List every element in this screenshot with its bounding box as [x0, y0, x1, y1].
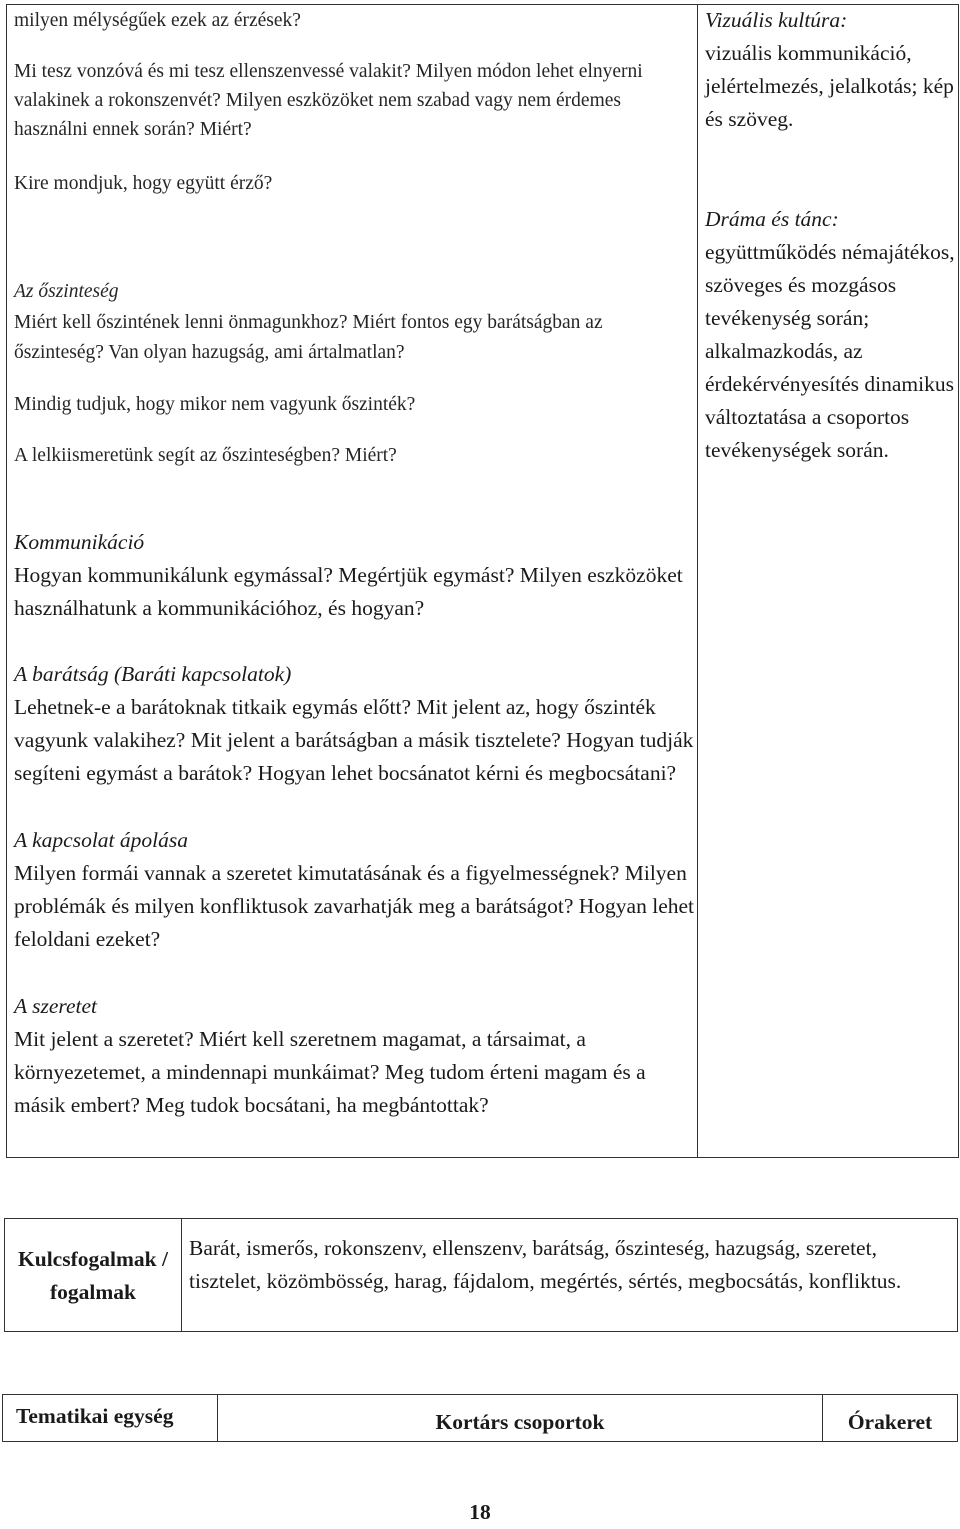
keywords-divider	[181, 1218, 182, 1332]
text-drama-dance: együttműködés némajátékos, szöveges és mozgásos tevékenység során; alkalmazkodás, az érdekérvényesítés dinamikus változtatása a csoportos tevékenységek során.	[705, 240, 955, 462]
keywords-label: Kulcsfogalmak / fogalmak	[18, 1247, 168, 1304]
text-empathy-question: Kire mondjuk, hogy együtt érző?	[14, 173, 273, 194]
text-honesty-questions: Miért kell őszintének lenni önmagunkhoz? Miért fontos egy barátságban az őszinteség? Van olyan hazugság, ami ártalmatlan?	[14, 312, 603, 363]
text-relationship-care: Milyen formái vannak a szeretet kimutatásának és a figyelmességnek? Milyen problémák és milyen konfliktusok zavarhatják meg a barátságot? Hogyan lehet feloldani ezeket?	[14, 861, 695, 951]
heading-visual-culture: Vizuális kultúra:	[705, 8, 848, 32]
text-attraction-questions: Mi tesz vonzóvá és mi tesz ellenszenvessé valakit? Milyen módon lehet elnyerni valakinek a rokonszenvét? Milyen eszközöket nem szabad vagy nem érdemes használni ennek során? Miért?	[14, 61, 643, 140]
text-visual-culture: vizuális kommunikáció, jelértelmezés, jelalkotás; kép és szöveg.	[705, 41, 954, 131]
theme-divider-1	[217, 1394, 218, 1442]
column-divider	[697, 4, 698, 1158]
text-love-questions: Mit jelent a szeretet? Miért kell szeretnem magamat, a társaimat, a környezetemet, a mindennapi munkáimat? Meg tudom érteni magam és a másik embert? Meg tudok bocsátani, ha megbántottak?	[14, 1027, 646, 1117]
heading-friendship: A barátság (Baráti kapcsolatok)	[14, 662, 292, 686]
text-feelings-depth: milyen mélységűek ezek az érzések?	[14, 10, 301, 31]
heading-honesty: Az őszinteség	[14, 281, 119, 302]
text-friendship-questions: Lehetnek-e a barátoknak titkaik egymás előtt? Mit jelent az, hogy őszinték vagyunk valakihez? Mit jelent a barátságban a másik tisztelete? Hogyan tudják segíteni egymást a barátok? Hogyan lehet bocsánatot kérni és megbocsátani?	[14, 695, 694, 785]
text-honesty-awareness: Mindig tudjuk, hogy mikor nem vagyunk őszinték?	[14, 394, 416, 415]
hours-label: Órakeret	[847, 1410, 933, 1434]
heading-communication: Kommunikáció	[14, 530, 145, 554]
text-communication-questions: Hogyan kommunikálunk egymással? Megértjük egymást? Milyen eszközöket használhatunk a kommunikációhoz, és hogyan?	[14, 563, 683, 620]
text-conscience: A lelkiismeretünk segít az őszinteségben? Miért?	[14, 445, 397, 466]
heading-drama-dance: Dráma és tánc:	[705, 207, 839, 231]
page-number: 18	[469, 1500, 491, 1524]
keywords-text: Barát, ismerős, rokonszenv, ellenszenv, barátság, őszinteség, hazugság, szeretet, tisztelet, közömbösség, harag, fájdalom, megértés, sértés, megbocsátás, konfliktus.	[189, 1236, 902, 1293]
heading-love: A szeretet	[14, 994, 97, 1018]
theme-title: Kortárs csoportok	[435, 1410, 605, 1434]
theme-divider-2	[822, 1394, 823, 1442]
heading-relationship-care: A kapcsolat ápolása	[14, 828, 188, 852]
theme-label: Tematikai egység	[16, 1404, 174, 1428]
